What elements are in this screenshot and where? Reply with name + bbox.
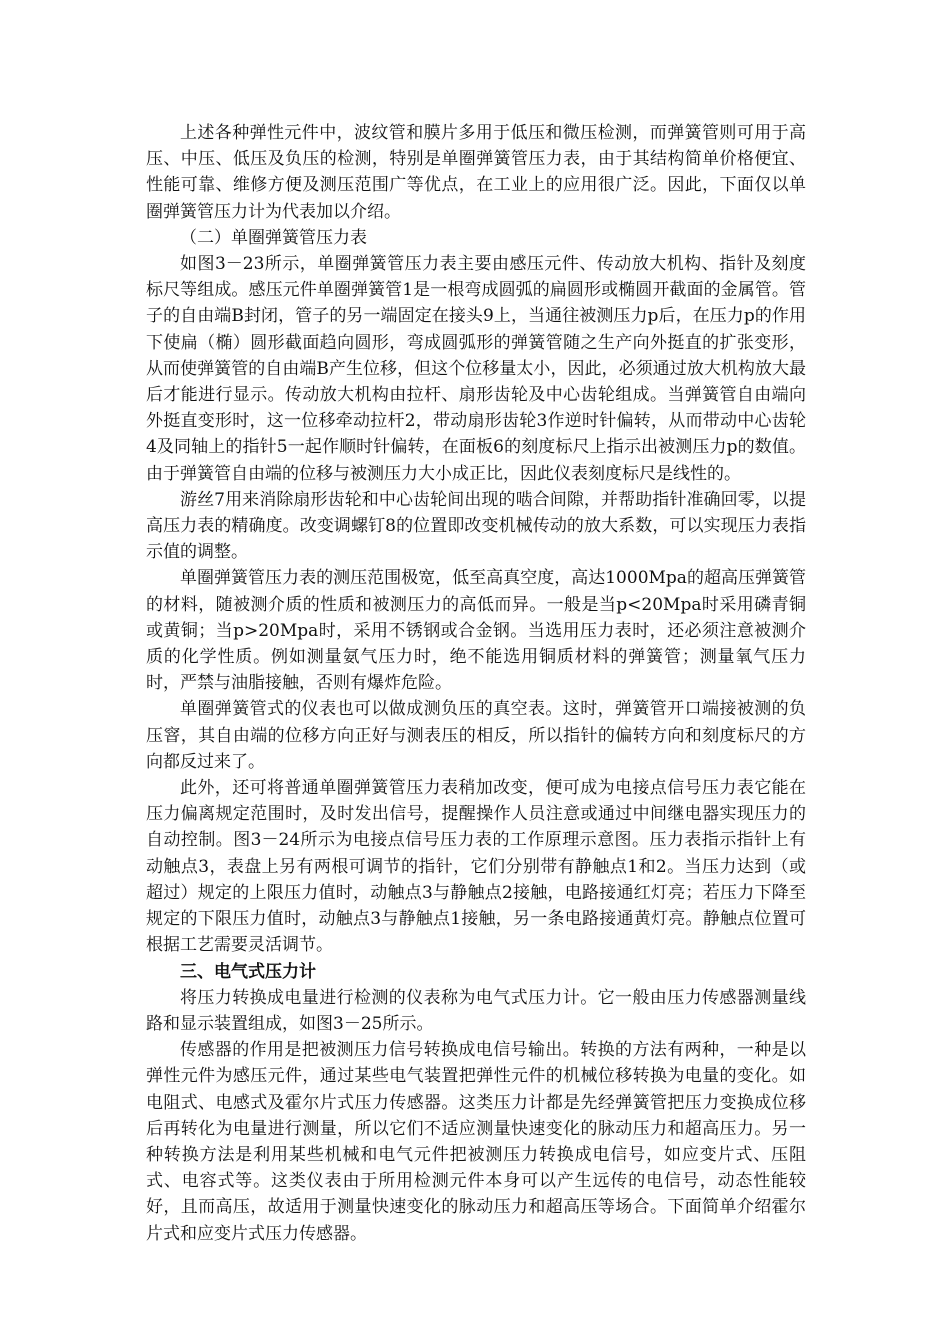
subheading-single-coil-gauge: （二）单圈弹簧管压力表 — [180, 227, 367, 248]
paragraph-elastic-elements: 上述各种弹性元件中，波纹管和膜片多用于低压和微压检测，而弹簧管则可用于高压、中压、低压及负压的检测，特别是单圈弹簧管压力表，由于其结构简单价格便宜、性能可靠、维修方便及测压范围广等优点，在工业上的应用很广泛。因此，下面仅以单圈弹簧管压力计为代表加以介绍。 — [146, 123, 806, 222]
section-heading-electric-gauge: 三、电气式压力计 — [180, 961, 316, 982]
paragraph-vacuum-gauge: 单圈弹簧管式的仪表也可以做成测负压的真空表。这时，弹簧管开口端接被测的负压窨，其自由端的位移方向正好与测表压的相反，所以指针的偏转方向和刻度标尺的方向都反过来了。 — [146, 699, 806, 772]
document-page — [146, 120, 806, 1247]
paragraph-sensor-function: 传感器的作用是把被测压力信号转换成电信号输出。转换的方法有两种，一种是以弹性元件为感压元件，通过某些电气装置把弹性元件的机械位移转换为电量的变化。如电阻式、电感式及霍尔片式压力传感器。这类压力计都是先经弹簧管把压力变换成位移后再转化为电量进行测量，所以它们不适应测量快速变化的脉动压力和超高压力。另一种转换方法是利用某些机械和电气元件把被测压力转换成电信号，如应变片式、压阻式、电容式等。这类仪表由于所用检测元件本身可以产生远传的电信号，动态性能较好，且而高压，故适用于测量快速变化的脉动压力和超高压等场合。下面简单介绍霍尔片式和应变片式压力传感器。 — [146, 1040, 806, 1244]
paragraph-hairspring: 游丝7用来消除扇形齿轮和中心齿轮间出现的啮合间隙，并帮助指针准确回零，以提高压力表的精确度。改变调螺钉8的位置即改变机械传动的放大系数，可以实现压力表指示值的调整。 — [146, 489, 806, 563]
paragraph-electric-gauge-intro: 将压力转换成电量进行检测的仪表称为电气式压力计。它一般由压力传感器测量线路和显示装置组成，如图3－25所示。 — [146, 987, 806, 1034]
paragraph-contact-gauge: 此外，还可将普通单圈弹簧管压力表稍加改变，便可成为电接点信号压力表它能在压力偏离规定范围时，及时发出信号，提醒操作人员注意或通过中间继电器实现压力的自动控制。图3－24所示为电接点信号压力表的工作原理示意图。压力表指示指针上有动触点3，表盘上另有两根可调节的指针，它们分别带有静触点1和2。当压力达到（或超过）规定的上限压力值时，动触点3与静触点2接触，电路接通红灯亮；若压力下降至规定的下限压力值时，动触点3与静触点1接触，另一条电路接通黄灯亮。静触点位置可根据工艺需要灵活调节。 — [146, 778, 806, 956]
paragraph-measuring-range: 单圈弹簧管压力表的测压范围极宽，低至高真空度，高达1000Mpa的超高压弹簧管的材料，随被测介质的性质和被测压力的高低而异。一般是当p<20Mpa时采用磷青铜或黄铜；当p>20Mpa时，采用不锈钢或合金钢。当选用压力表时，还必须注意被测介质的化学性质。例如测量氨气压力时，绝不能选用铜质材料的弹簧管；测量氧气压力时，严禁与油脂接触，否则有爆炸危险。 — [146, 568, 806, 694]
paragraph-gauge-structure: 如图3－23所示，单圈弹簧管压力表主要由感压元件、传动放大机构、指针及刻度标尺等组成。感压元件单圈弹簧管1是一根弯成圆弧的扁圆形或椭圆开截面的金属管。管子的自由端B封闭，管子的另一端固定在接头9上，当通往被测压力p后，在压力p的作用下使扁（椭）圆形截面趋向圆形，弯成圆弧形的弹簧管随之生产向外挺直的扩张变形，从而使弹簧管的自由端B产生位移，但这个位移量太小，因此，必须通过放大机构放大最后才能进行显示。传动放大机构由拉杆、扇形齿轮及中心齿轮组成。当弹簧管自由端向外挺直变形时，这一位移牵动拉杆2，带动扇形齿轮3作逆时针偏转，从而带动中心齿轮4及同轴上的指针5一起作顺时针偏转，在面板6的刻度标尺上指示出被测压力p的数值。由于弹簧管自由端的位移与被测压力大小成正比，因此仪表刻度标尺是线性的。 — [146, 254, 806, 484]
